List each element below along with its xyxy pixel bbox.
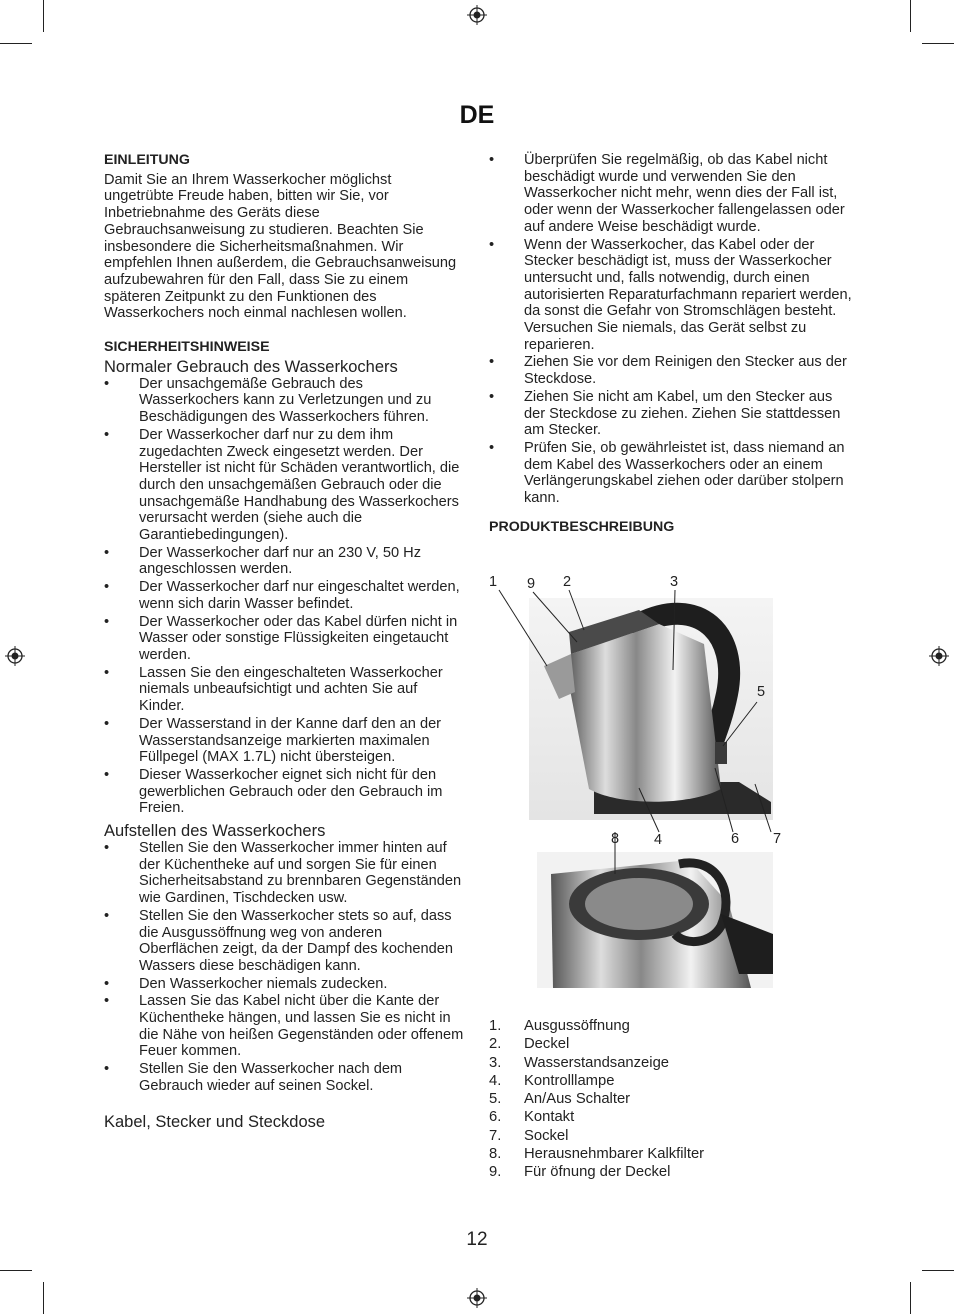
list-item: • Der Wasserstand in der Kanne darf den an der Wasserstandsanzeige markierten maximalen Füllpegel (MAX 1.7L) nicht übersteigen. (104, 716, 464, 766)
list-item: 9. Für öfnung der Deckel (489, 1164, 671, 1181)
setup-heading: Aufstellen des Wasserkochers (104, 822, 326, 841)
kettle-figure (489, 574, 809, 994)
list-item: 2. Deckel (489, 1036, 570, 1053)
list-item: • Der Wasserkocher darf nur eingeschaltet werden, wenn sich darin Wasser befindet. (104, 579, 464, 612)
product-heading: PRODUKTBESCHREIBUNG (489, 518, 675, 535)
list-item: • Stellen Sie den Wasserkocher stets so auf, dass die Ausgussöffnung weg von anderen Oberflächen zeigt, da der Dampf des kochenden Wassers diese beschädigen kann. (104, 908, 464, 975)
language-heading: DE (459, 101, 495, 129)
crop-mark (0, 1270, 32, 1271)
figure-number: 6 (731, 831, 740, 847)
list-item: 8. Herausnehmbarer Kalkfilter (489, 1146, 705, 1163)
cable-list (489, 152, 857, 507)
crop-mark (910, 1282, 911, 1314)
list-item: 6. Kontakt (489, 1109, 575, 1126)
safety-heading: SICHERHEITSHINWEISE (104, 339, 270, 356)
list-item: • Überprüfen Sie regelmäßig, ob das Kabel nicht beschädigt wurde und verwenden Sie den Wasserkocher nicht mehr, wenn dies der Fall ist, oder wenn der Wasserkocher fallengelassen oder auf andere Weise beschädigt wurde. (489, 152, 857, 236)
crop-mark (922, 43, 954, 44)
figure-number: 2 (563, 574, 572, 590)
parts-list (489, 1017, 704, 1182)
list-item: • Dieser Wasserkocher eignet sich nicht für den gewerblichen Gebrauch oder den Gebrauch im Freien. (104, 767, 464, 817)
list-item: • Den Wasserkocher niemals zudecken. (104, 976, 464, 993)
list-item: • Prüfen Sie, ob gewährleistet ist, dass niemand an dem Kabel des Wasserkochers oder an einem Verlängerungskabel ziehen oder darüber stolpern kann. (489, 440, 857, 507)
page-number: 12 (466, 1229, 488, 1250)
list-item: • Ziehen Sie vor dem Reinigen den Stecker aus der Steckdose. (489, 354, 857, 387)
list-item: • Der unsachgemäße Gebrauch des Wasserkochers kann zu Verletzungen und zu Beschädigungen des Wasserkochers führen. (104, 376, 464, 426)
list-item: • Wenn der Wasserkocher, das Kabel oder der Stecker beschädigt ist, muss der Wasserkocher untersucht und, falls notwendig, durch einen autorisierten Reparaturfachmann repariert werden, da sonst die Gefahr von Stromschlägen besteht. Versuchen Sie niemals, das Gerät selbst zu reparieren. (489, 237, 857, 354)
left-column (104, 152, 464, 1131)
list-item: • Stellen Sie den Wasserkocher nach dem Gebrauch wieder auf seinen Sockel. (104, 1061, 464, 1094)
registration-mark-icon (5, 646, 25, 666)
figure-number: 3 (670, 574, 679, 590)
list-item: 5. An/Aus Schalter (489, 1091, 631, 1108)
crop-mark (0, 43, 32, 44)
cable-heading: Kabel, Stecker und Steckdose (104, 1112, 326, 1131)
figure-number: 5 (757, 684, 766, 700)
registration-mark-icon (929, 646, 949, 666)
list-item: 3. Wasserstandsanzeige (489, 1054, 670, 1071)
registration-mark-icon (467, 5, 487, 25)
crop-mark (43, 0, 44, 32)
setup-list (104, 840, 464, 1095)
intro-heading: EINLEITUNG (104, 152, 190, 168)
list-item: • Stellen Sie den Wasserkocher immer hinten auf der Küchentheke auf und sorgen Sie für einen Sicherheitsabstand zu brennbaren Gegenständen wie Gardinen, Tischdecken usw. (104, 840, 464, 907)
figure-number: 4 (654, 832, 663, 848)
list-item: 1. Ausgussöffnung (489, 1018, 630, 1034)
normal-use-list (104, 376, 464, 817)
figure-number: 8 (611, 831, 620, 847)
intro-text: Damit Sie an Ihrem Wasserkocher möglichst ungetrübte Freude haben, bitten wir Sie, vor Inbetriebnahme des Geräts diese Gebrauchsanweisung zu studieren. Beachten Sie insbesondere die Sicherheitsmaßnahmen. Wir empfehlen Ihnen außerdem, die Gebrauchsanweisung aufzubewahren für den Fall, dass Sie zu einem späteren Zeitpunkt zu den Funktionen des Wasserkochers noch einmal nachlesen wollen. (104, 171, 457, 322)
figure-number: 1 (489, 574, 498, 590)
list-item: • Lassen Sie das Kabel nicht über die Kante der Küchentheke hängen, und lassen Sie es nicht in die Nähe von heißen Gegenständen oder offenem Feuer kommen. (104, 993, 464, 1060)
right-column (489, 152, 857, 535)
crop-mark (922, 1270, 954, 1271)
crop-mark (910, 0, 911, 32)
list-item: • Ziehen Sie nicht am Kabel, um den Stecker aus der Steckdose zu ziehen. Ziehen Sie stattdessen am Stecker. (489, 389, 857, 439)
list-item: • Der Wasserkocher oder das Kabel dürfen nicht in Wasser oder sonstige Flüssigkeiten eingetaucht werden. (104, 614, 464, 664)
kettle-illustration (489, 574, 809, 994)
list-item: 4. Kontrolllampe (489, 1072, 615, 1089)
list-item: • Der Wasserkocher darf nur an 230 V, 50 Hz angeschlossen werden. (104, 545, 464, 578)
list-item: • Lassen Sie den eingeschalteten Wasserkocher niemals unbeaufsichtigt und achten Sie auf Kinder. (104, 665, 464, 715)
registration-mark-icon (467, 1288, 487, 1308)
crop-mark (43, 1282, 44, 1314)
list-item: 7. Sockel (489, 1127, 569, 1144)
normal-use-heading: Normaler Gebrauch des Wasserkochers (104, 357, 398, 376)
figure-number: 7 (773, 831, 782, 847)
list-item: • Der Wasserkocher darf nur zu dem ihm zugedachten Zweck eingesetzt werden. Der Hersteller ist nicht für Schäden verantwortlich, die durch den unsachgemäßen Gebrauch oder die unsachgemäße Handhabung des Wasserkochers verursacht werden (siehe auch die Garantiebedingungen). (104, 427, 464, 544)
figure-number: 9 (527, 576, 536, 592)
